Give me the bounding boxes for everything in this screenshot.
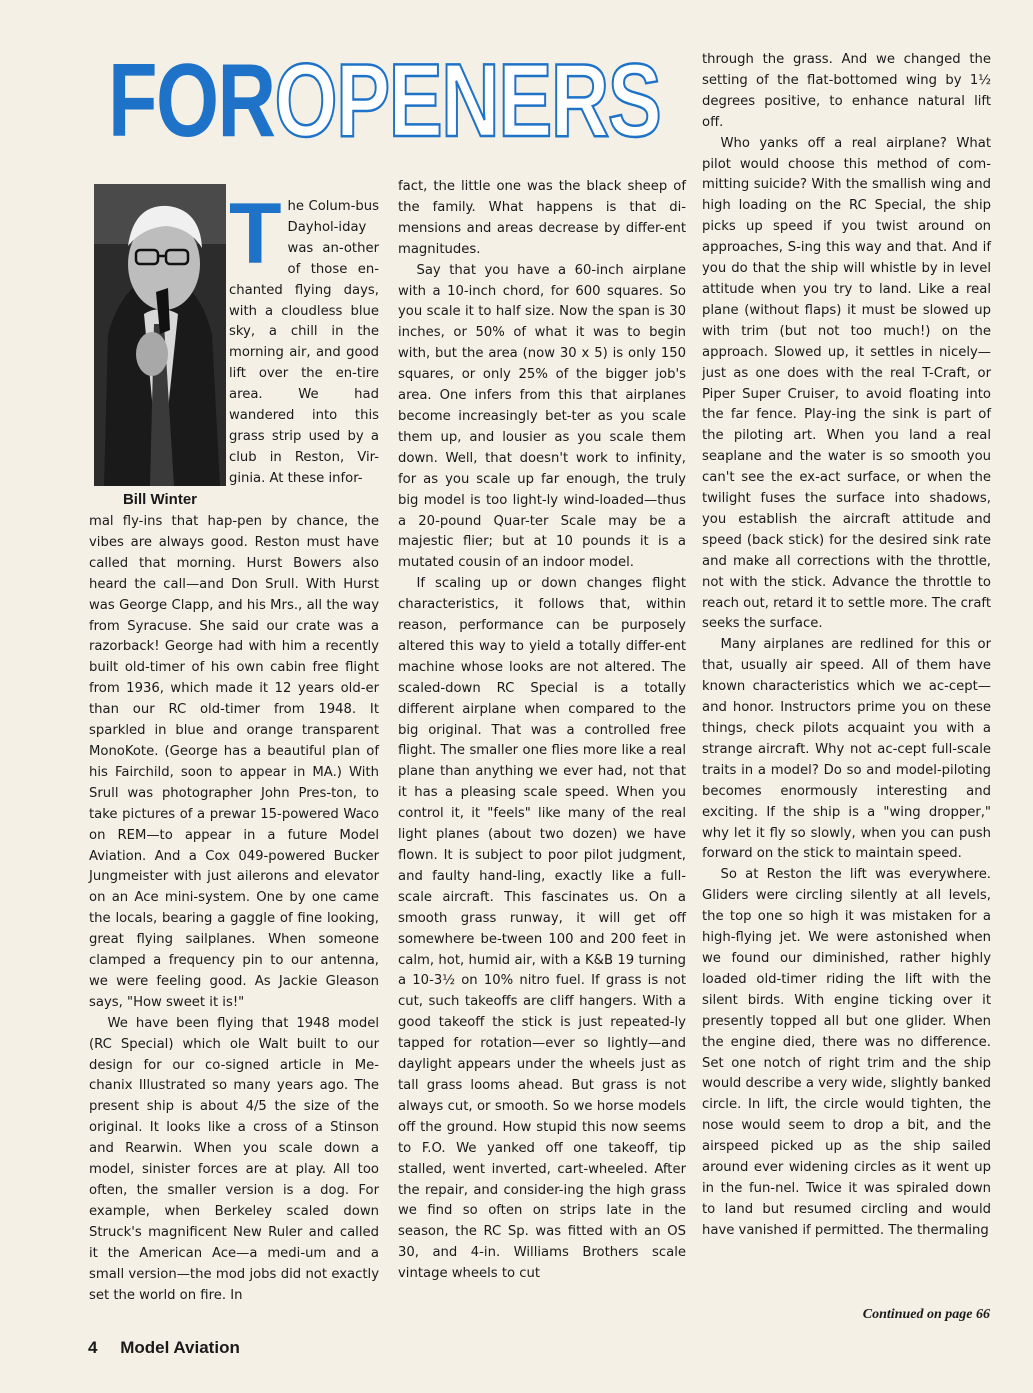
- column-1: [89, 512, 379, 1306]
- paragraph: So at Reston the lift was everywhere. Gliders were circling silently at all levels, the top one so high it was mistaken for a high-flying jet. We were astonished when we found our diminished, rather highly loaded old-timer riding the lift with the silent birds. With engine ticking over it presently topped all but one glider. When the engine died, there was no difference. Set one notch of right trim and the ship would describe a very wide, slightly banked circle. In lift, the circle would tighten, the nose would seem to drop a bit, and the airspeed picked up as the ship sailed around ever widening circles as it went up in the fun-nel. Twice it was spiraled down to land but resumed circling and would have vanished if permitted. The thermaling: [702, 867, 991, 1238]
- paragraph: through the grass. And we changed the setting of the flat-bottomed wing by 1½ degrees positive, to enhance natural lift off.: [702, 52, 991, 130]
- photo-caption: Bill Winter: [122, 491, 198, 508]
- paragraph: Who yanks off a real airplane? What pilot would choose this method of com-mitting suicide? With the smallish wing and high loading on the RC Special, the ship picks up speed if you twist around on approaches, S-ing this way and that. And if you do that the ship will whistle by in level attitude when you try to land. Like a real plane (without flaps) it must be slowed up with trim (but not too much!) on the approach. Slowed up, it settles in nicely—just as one does with the real T-Craft, or Piper Super Cruiser, to avoid floating into the far fence. Play-ing the sink is part of the piloting art. When you land a real seaplane and the water is so smooth you can't see the ex-act surface, or when the twilight fuses the surface into shadows, you establish the aircraft attitude and speed (back stick) for the desired sink rate and make all corrections with the throttle, not with the stick. Advance the throttle to reach out, retard it to settle more. The craft seeks the surface.: [702, 135, 991, 632]
- column-3: [702, 50, 991, 1242]
- column-2: [398, 177, 686, 1285]
- paragraph: If scaling up or down changes flight characteristics, it follows that, within reason, performance can be purposely altered this way to yield a totally differ-ent machine whose looks are not altered. The scaled-down RC Special is a totally different airplane when compared to the big original. That was a controlled free flight. The smaller one flies more like a real plane than anything we ever had, not that it has a pleasing scale speed. When you control it, it "feels" like many of the real light planes (about two dozen) we have flown. It is subject to poor pilot judgment, and faulty hand-ling, exactly like a full-scale aircraft. This fascinates us. On a smooth grass runway, it will get off somewhere be-tween 100 and 200 feet in calm, hot, humid air, with a K&B 19 turning a 10-3½ on 10% nitro fuel. If grass is not cut, such takeoffs are cliff hangers. With a good takeoff the stick is just repeated-ly tapped for rotation—ever so lightly—and daylight appears under the wheels just as tall grass looms ahead. But grass is not always cut, or smooth. So we horse models off the ground. How stupid this now seems to F.O. We yanked off one takeoff, tip stalled, went inverted, cart-wheeled. After the repair, and consider-ing the high grass we find so often on strips late in the season, the RC Sp. was fitted with an OS 30, and 4-in. Williams Brothers scale vintage wheels to cut: [398, 576, 686, 1282]
- title-part-solid: FOR: [108, 43, 275, 159]
- paragraph: mal fly-ins that hap-pen by chance, the vibes are always good. Reston must have called that morning. Hurst Bowers also heard the call—and Don Srull. With Hurst was George Clapp, and his Mrs., all the way from Syracuse. She said our crate was a razorback! George had with him a recently built old-timer of his own cabin free flight from 1936, which made it 12 years old-er than our RC old-timer from 1948. It sparkled in blue and orange transparent MonoKote. (George has a beautiful plan of his Fairchild, soon to appear in MA.) With Srull was photographer John Pres-ton, to take pictures of a prewar 15-powered Waco on REM—to appear in a future Model Aviation. And a Cox 049-powered Bucker Jungmeister with just ailerons and elevator on an Ace mini-system. One by one came the locals, bearing a gaggle of fine looking, great flying sailplanes. When someone clamped a frequency pin to our antenna, we were feeling good. As Jackie Gleason says, "How sweet it is!": [89, 514, 379, 1010]
- paragraph: Say that you have a 60-inch airplane with a 10-inch chord, for 600 squares. So you scale it to half size. Now the span is 30 inches, or 50% of what it was to begin with, but the area (now 30 x 5) is only 150 squares, or only 25% of the bigger job's area. One infers from this that airplanes become increasingly bet-ter as you scale them up, and lousier as you scale them down. Well, that doesn't work to infinity, for as you scale up far enough, the truly big model is too light-ly wind-loaded—thus a 20-pound Quar-ter Scale may be a majestic flier; but at 10 pounds it is a mutated cousin of an indoor model.: [398, 262, 686, 571]
- page-number: 4: [88, 1338, 98, 1357]
- page-footer: [88, 1338, 240, 1358]
- paragraph: We have been flying that 1948 model (RC Special) which ole Walt built to our design for our co-signed article in Me-chanix Illustrated so many years ago. The present ship is about 4/5 the size of the original. It looks like a cross of a Stinson and Rearwin. When you scale down a model, sinister forces are at play. All too often, the smaller version is a dog. For example, when Berkeley scaled down Struck's magnificent New Ruler and called it the American Ace—a medi-um and a small version—the mod jobs did not exactly set the world on fire. In: [89, 1015, 379, 1303]
- column-1-top: [229, 186, 379, 490]
- continued-note: Continued on page 66: [862, 1307, 990, 1322]
- paragraph: fact, the little one was the black sheep of the family. What happens is that di-mensions and areas decrease by differ-ent magnitudes.: [398, 179, 686, 257]
- paragraph: Many airplanes are redlined for this or that, usually air speed. All of them have known characteristics which we ac-cept—and honor. Instructors prime you on these things, check pilots acquaint you with a strange aircraft. Why not ac-cept full-scale traits in a model? Do so and model-piloting becomes enormously interesting and exciting. If the ship is a "wing dropper," why let it fly so slowly, when you can push forward on the stick to maintain speed.: [702, 637, 991, 862]
- title-part-outline: OPENERS: [274, 43, 661, 159]
- paragraph: he Colum-bus Dayhol-iday was an-other of those en-chanted flying days, with a cloudless blue sky, a chill in the morning air, and good lift over the en-tire area. We had wandered into this grass strip used by a club in Reston, Vir-ginia. At these infor-: [229, 199, 379, 486]
- drop-cap: T: [229, 186, 282, 282]
- magazine-name: Model Aviation: [120, 1338, 240, 1357]
- author-photo: [94, 184, 226, 486]
- page-title: [108, 43, 661, 159]
